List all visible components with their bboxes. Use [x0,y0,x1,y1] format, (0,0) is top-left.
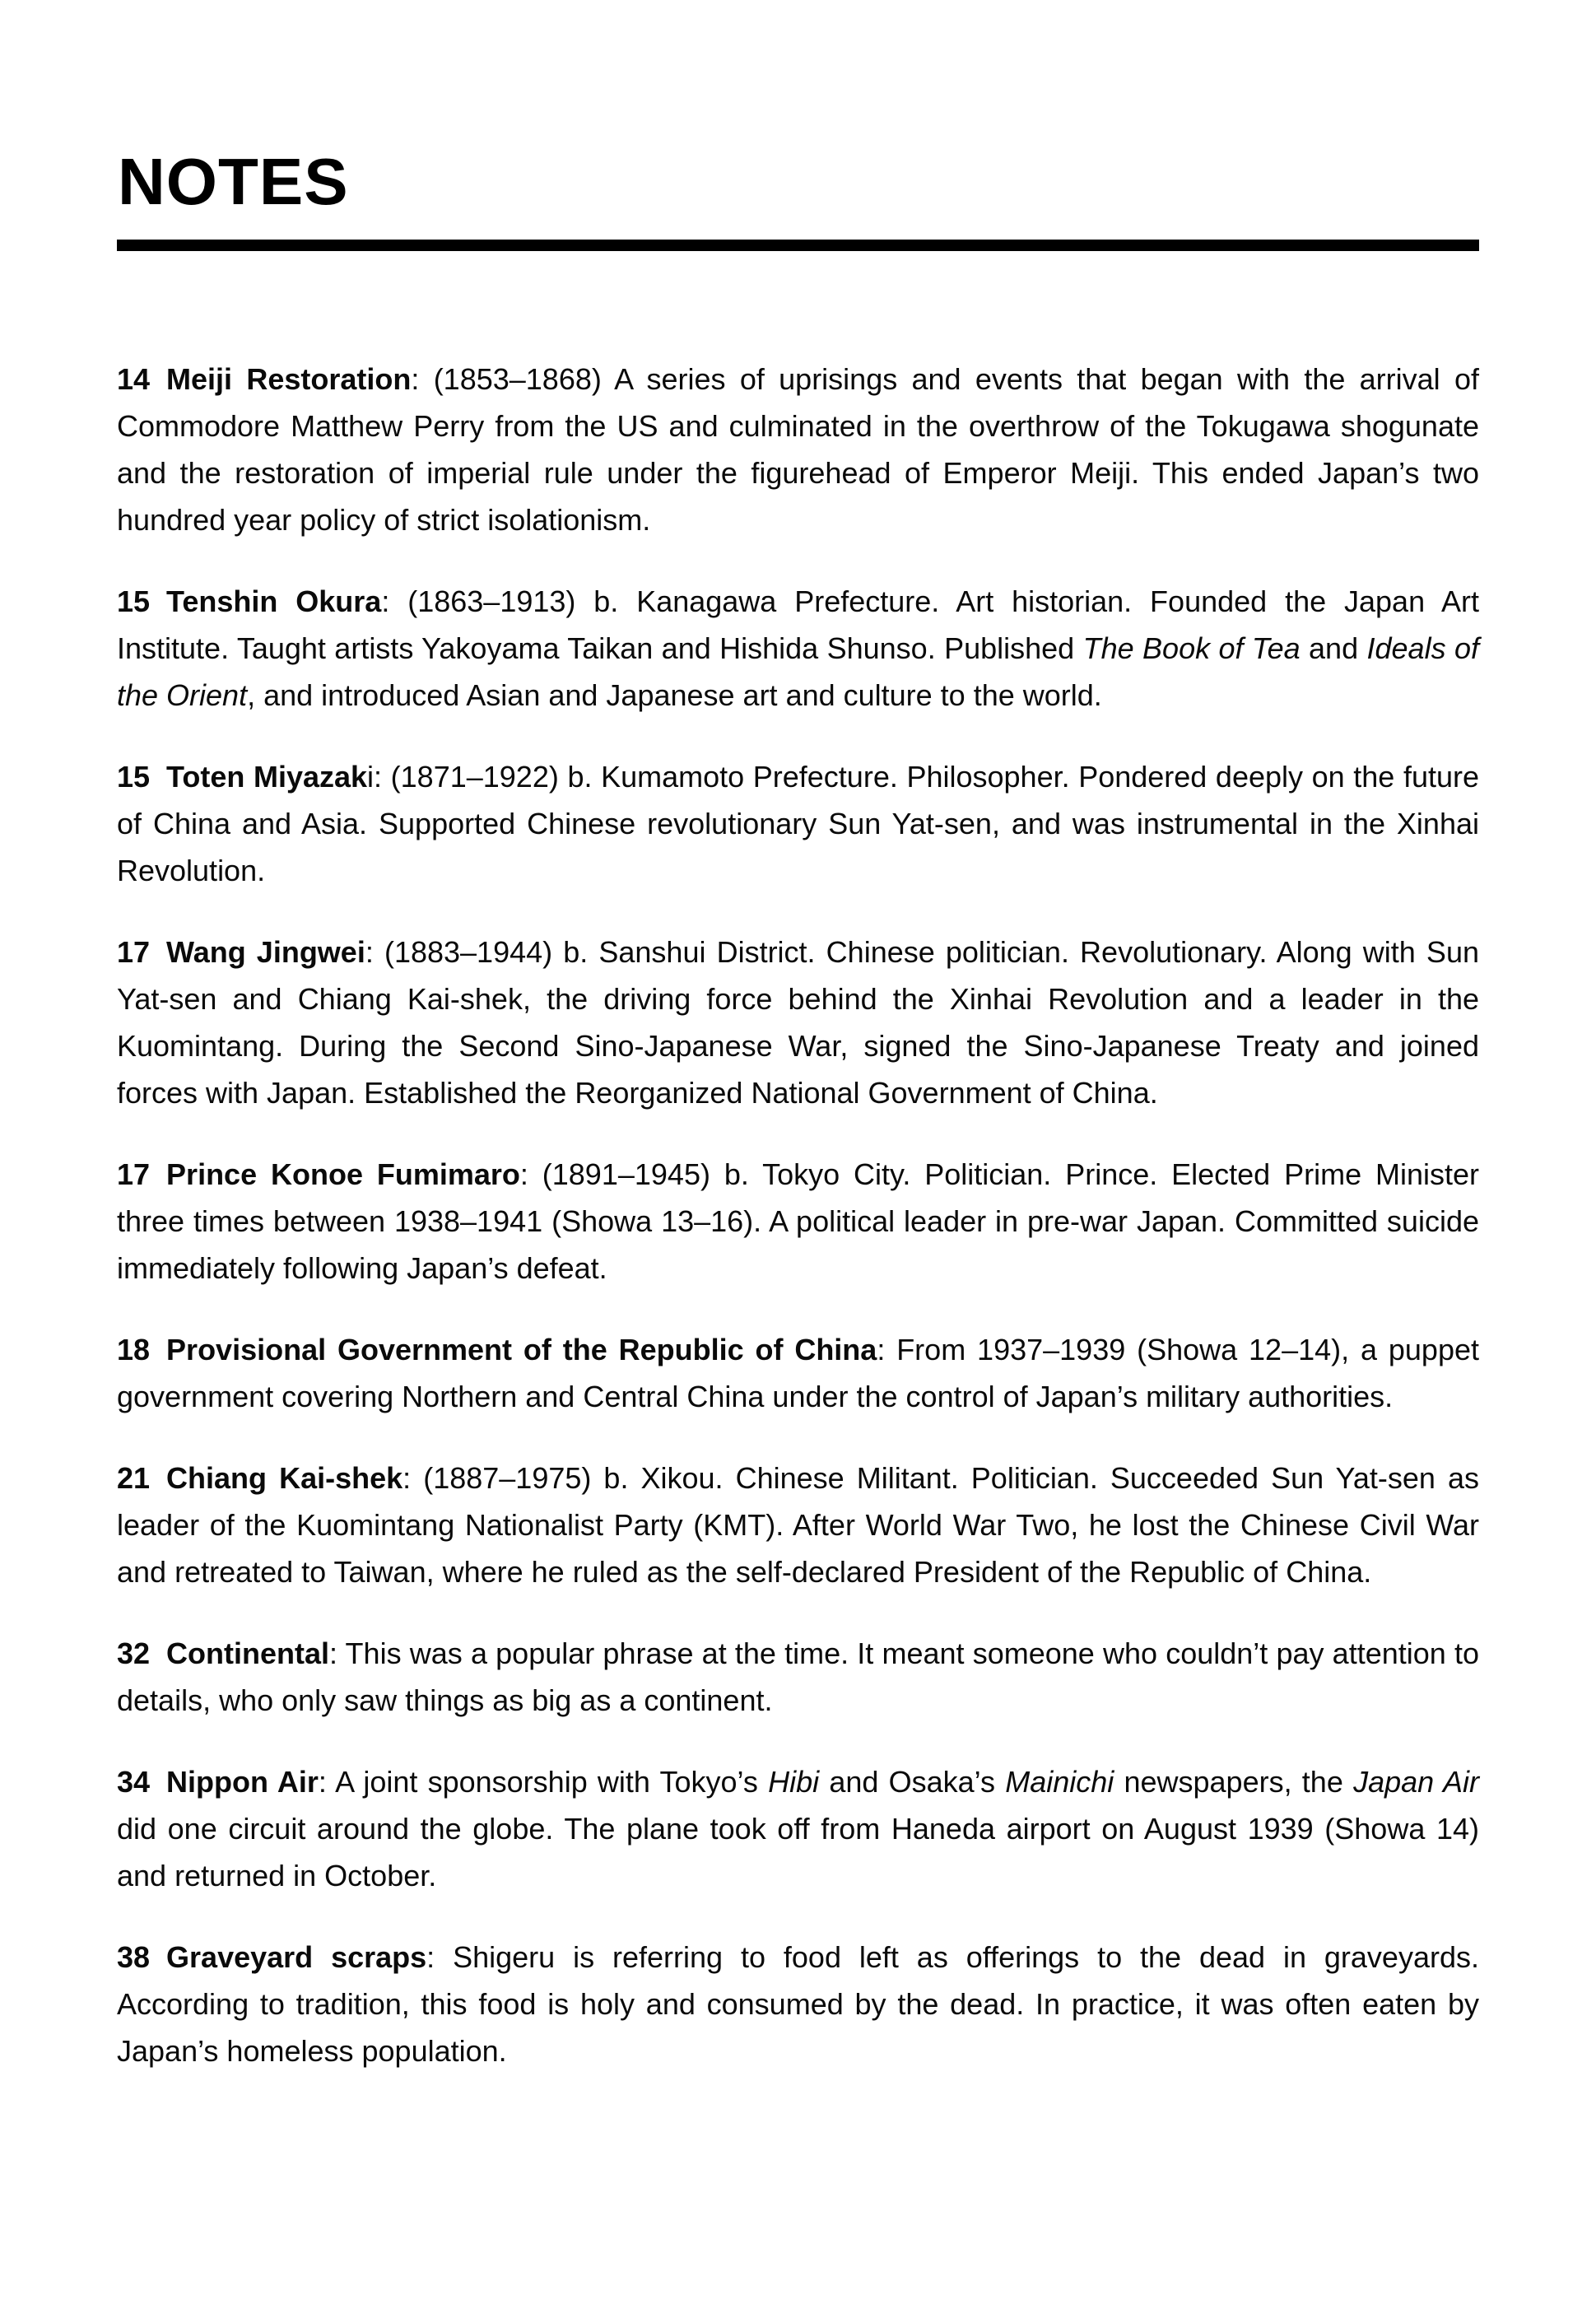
note-term: Meiji Restoration [166,362,412,396]
note-entry [117,1151,1479,1292]
note-text: : A joint sponsorship with Tokyo’s [318,1765,769,1799]
note-italic-title: The Book of Tea [1082,631,1301,665]
title-divider [117,240,1479,251]
note-entry [117,1934,1479,2074]
note-page-number: 17 [117,1157,151,1191]
note-text: newspapers, the [1114,1765,1354,1799]
note-term: Wang Jingwei [166,935,365,969]
note-text: : (1891–1945) b. Tokyo City. Politician. Prince. Elected Prime Minister three times between 1938–1941 (Showa 13–16). A political leader in pre-war Japan. Committed suicide immediately following Japan’s defeat. [117,1157,1479,1285]
note-text: : (1863–1913) b. Kanagawa Prefecture. Art historian. Founded the Japan Art Institute. Taught artists Yakoyama Taikan and Hishida Shunso. Published [117,584,1479,665]
note-entry [117,753,1479,894]
note-text: , and introduced Asian and Japanese art and culture to the world. [247,678,1102,712]
note-page-number: 34 [117,1765,151,1799]
note-page-number: 14 [117,362,151,396]
note-entry [117,1630,1479,1724]
note-italic-title: Mainichi [1005,1765,1114,1799]
page-title: NOTES [118,145,349,218]
note-italic-title: Hibi [768,1765,820,1799]
note-entry [117,929,1479,1116]
notes-list [117,356,1479,2109]
note-term: Provisional Government of the Republic of China [166,1333,877,1366]
note-text: : (1887–1975) b. Xikou. Chinese Militant. Politician. Succeeded Sun Yat-sen as leader of the Kuomintang Nationalist Party (KMT). After World War Two, he lost the Chinese Civil War and retreated to Taiwan, where he ruled as the self-declared President of the Republic of China. [117,1461,1479,1589]
note-page-number: 15 [117,760,151,794]
note-text: and Osaka’s [819,1765,1006,1799]
note-page-number: 21 [117,1461,151,1495]
note-text: : (1871–1922) b. Kumamoto Prefecture. Philosopher. Pondered deeply on the future of China and Asia. Supported Chinese revolutionary Sun Yat-sen, and was instrumental in the Xinhai Revolution. [117,760,1479,887]
note-entry [117,1758,1479,1899]
note-term-tail: i [367,760,375,794]
note-text: did one circuit around the globe. The plane took off from Haneda airport on August 1939 (Showa 14) and returned in October. [117,1812,1479,1892]
note-term: Tenshin Okura [166,584,382,618]
note-page-number: 17 [117,935,151,969]
note-text: : (1883–1944) b. Sanshui District. Chinese politician. Revolutionary. Along with Sun Yat-sen and Chiang Kai-shek, the driving force behind the Xinhai Revolution and a leader in the Kuomintang. During the Second Sino-Japanese War, signed the Sino-Japanese Treaty and joined forces with Japan. Established the Reorganized National Government of China. [117,935,1479,1110]
note-entry [117,1455,1479,1595]
note-text: : Shigeru is referring to food left as offerings to the dead in graveyards. According to tradition, this food is holy and consumed by the dead. In practice, it was often eaten by Japan’s homeless population. [117,1940,1479,2068]
note-italic-title: Ideals of the Orient [117,631,1479,712]
note-term: Graveyard scraps [166,1940,427,1974]
note-term: Continental [166,1636,330,1670]
note-term: Chiang Kai-shek [166,1461,403,1495]
note-page-number: 38 [117,1940,151,1974]
note-entry [117,1326,1479,1420]
note-italic-title: Japan Air [1353,1765,1480,1799]
note-page-number: 15 [117,584,151,618]
note-entry [117,578,1479,719]
note-page-number: 18 [117,1333,151,1366]
note-term: Prince Konoe Fumimaro [166,1157,520,1191]
note-text: : This was a popular phrase at the time. It meant someone who couldn’t pay attention to details, who only saw things as big as a continent. [117,1636,1479,1717]
note-text: : From 1937–1939 (Showa 12–14), a puppet government covering Northern and Central China under the control of Japan’s military authorities. [117,1333,1479,1413]
note-page-number: 32 [117,1636,151,1670]
note-text: and [1300,631,1367,665]
note-term: Nippon Air [166,1765,319,1799]
note-entry [117,356,1479,543]
note-text: : (1853–1868) A series of uprisings and events that began with the arrival of Commodore Matthew Perry from the US and culminated in the overthrow of the Tokugawa shogunate and the restoration of imperial rule under the figurehead of Emperor Meiji. This ended Japan’s two hundred year policy of strict isolationism. [117,362,1479,537]
note-term: Toten Miyazak [166,760,368,794]
